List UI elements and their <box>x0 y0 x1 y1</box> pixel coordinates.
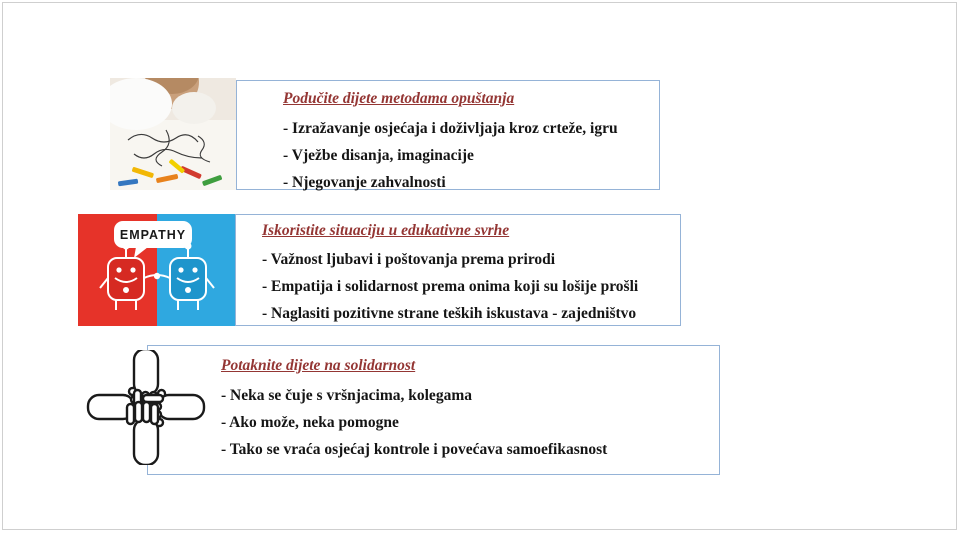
bullet: - Ako može, neka pomogne <box>221 414 399 431</box>
section-heading-relaxation: Podučite dijete metodama opuštanja <box>283 90 515 107</box>
bullet: - Izražavanje osjećaja i doživljaja kroz crteže, igru <box>283 120 618 137</box>
bullet: - Vježbe disanja, imaginacije <box>283 147 474 164</box>
bullet: - Njegovanje zahvalnosti <box>283 174 446 191</box>
empathy-image <box>78 214 235 326</box>
child-drawing-illustration <box>110 78 236 190</box>
section-heading-education: Iskoristite situaciju u edukativne svrhe <box>262 222 510 239</box>
box-relaxation <box>236 80 660 190</box>
empathy-label: EMPATHY <box>119 228 187 242</box>
bullet: - Naglasiti pozitivne strane teških iskustava - zajedništvo <box>262 305 637 322</box>
box-solidarity <box>147 345 720 475</box>
bullet: - Važnost ljubavi i poštovanja prema prirodi <box>262 251 556 268</box>
bullet: - Empatija i solidarnost prema onima koji su lošije prošli <box>262 278 639 295</box>
hands-unity-illustration <box>85 350 207 465</box>
bullet: - Tako se vraća osjećaj kontrole i povećava samoefikasnost <box>221 441 608 458</box>
section-heading-solidarity: Potaknite dijete na solidarnost <box>221 357 416 374</box>
hands-unity-image <box>85 350 207 465</box>
empathy-illustration <box>78 214 235 326</box>
child-drawing-image <box>110 78 236 190</box>
box-education <box>235 214 681 326</box>
bullet: - Neka se čuje s vršnjacima, kolegama <box>221 387 472 404</box>
